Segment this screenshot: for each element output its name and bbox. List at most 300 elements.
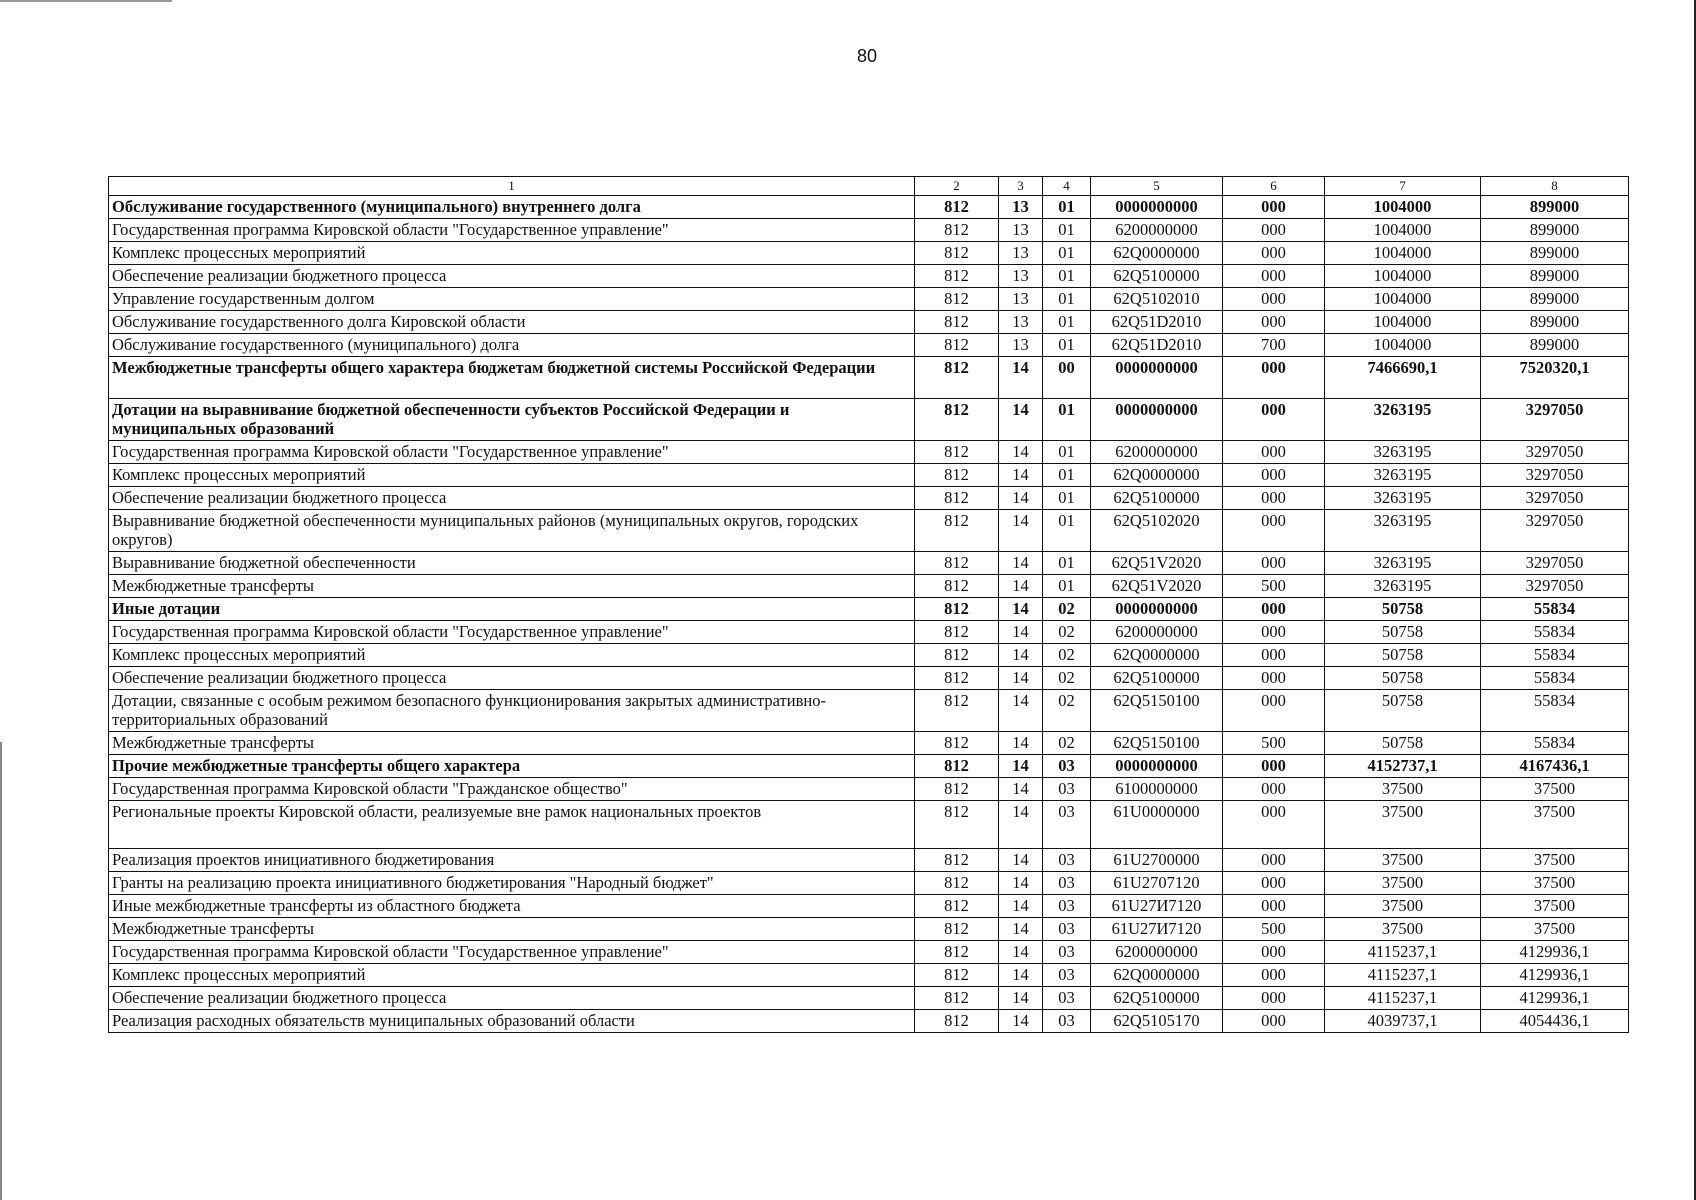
expense-type-cell: 000 [1223,801,1325,849]
admin-code-cell: 812 [915,644,999,667]
subsection-cell: 02 [1043,598,1091,621]
expense-type-cell: 000 [1223,311,1325,334]
amount-year1-cell: 1004000 [1325,265,1481,288]
admin-code-cell: 812 [915,621,999,644]
section-cell: 14 [999,732,1043,755]
target-article-cell: 62Q51V2020 [1091,575,1223,598]
target-article-cell: 62Q0000000 [1091,242,1223,265]
target-article-cell: 0000000000 [1091,598,1223,621]
section-cell: 14 [999,644,1043,667]
expense-type-cell: 000 [1223,755,1325,778]
admin-code-cell: 812 [915,357,999,399]
target-article-cell: 0000000000 [1091,196,1223,219]
admin-code-cell: 812 [915,441,999,464]
row-name-cell: Межбюджетные трансферты [109,918,915,941]
amount-year1-cell: 50758 [1325,621,1481,644]
target-article-cell: 62Q5100000 [1091,987,1223,1010]
table-row [109,265,1629,288]
table-row [109,872,1629,895]
admin-code-cell: 812 [915,552,999,575]
subsection-cell: 03 [1043,964,1091,987]
column-header: 5 [1091,177,1223,196]
row-name-cell: Иные межбюджетные трансферты из областного бюджета [109,895,915,918]
amount-year1-cell: 50758 [1325,690,1481,732]
expense-type-cell: 500 [1223,918,1325,941]
target-article-cell: 62Q5102010 [1091,288,1223,311]
amount-year2-cell: 7520320,1 [1481,357,1629,399]
row-name-cell: Межбюджетные трансферты общего характера бюджетам бюджетной системы Российской Федерации [109,357,915,399]
expense-type-cell: 000 [1223,690,1325,732]
amount-year1-cell: 1004000 [1325,242,1481,265]
admin-code-cell: 812 [915,598,999,621]
target-article-cell: 6200000000 [1091,441,1223,464]
expense-type-cell: 000 [1223,778,1325,801]
table-row [109,644,1629,667]
amount-year2-cell: 37500 [1481,778,1629,801]
row-name-cell: Иные дотации [109,598,915,621]
row-name-cell: Прочие межбюджетные трансферты общего характера [109,755,915,778]
target-article-cell: 0000000000 [1091,357,1223,399]
amount-year1-cell: 37500 [1325,918,1481,941]
admin-code-cell: 812 [915,872,999,895]
subsection-cell: 02 [1043,644,1091,667]
amount-year1-cell: 50758 [1325,732,1481,755]
table-row [109,575,1629,598]
admin-code-cell: 812 [915,801,999,849]
subsection-cell: 02 [1043,690,1091,732]
column-number-header-row [109,177,1629,196]
table-row [109,778,1629,801]
amount-year1-cell: 4115237,1 [1325,964,1481,987]
expense-type-cell: 500 [1223,732,1325,755]
row-name-cell: Реализация проектов инициативного бюджетирования [109,849,915,872]
section-cell: 14 [999,575,1043,598]
target-article-cell: 62Q0000000 [1091,464,1223,487]
amount-year1-cell: 37500 [1325,801,1481,849]
expense-type-cell: 000 [1223,196,1325,219]
amount-year1-cell: 4039737,1 [1325,1010,1481,1033]
target-article-cell: 62Q5100000 [1091,667,1223,690]
expense-type-cell: 000 [1223,399,1325,441]
amount-year2-cell: 3297050 [1481,464,1629,487]
section-cell: 14 [999,778,1043,801]
subsection-cell: 02 [1043,732,1091,755]
subsection-cell: 01 [1043,311,1091,334]
section-cell: 13 [999,219,1043,242]
target-article-cell: 61U0000000 [1091,801,1223,849]
amount-year2-cell: 55834 [1481,732,1629,755]
amount-year2-cell: 37500 [1481,872,1629,895]
table-row [109,357,1629,399]
admin-code-cell: 812 [915,732,999,755]
table-row [109,464,1629,487]
amount-year2-cell: 4129936,1 [1481,987,1629,1010]
table-row [109,196,1629,219]
admin-code-cell: 812 [915,667,999,690]
row-name-cell: Обеспечение реализации бюджетного процесса [109,265,915,288]
expense-type-cell: 000 [1223,510,1325,552]
row-name-cell: Комплекс процессных мероприятий [109,242,915,265]
amount-year1-cell: 37500 [1325,895,1481,918]
section-cell: 14 [999,1010,1043,1033]
expense-type-cell: 000 [1223,621,1325,644]
section-cell: 14 [999,918,1043,941]
section-cell: 14 [999,964,1043,987]
table-row [109,399,1629,441]
subsection-cell: 01 [1043,219,1091,242]
row-name-cell: Межбюджетные трансферты [109,732,915,755]
section-cell: 14 [999,755,1043,778]
amount-year2-cell: 55834 [1481,621,1629,644]
amount-year2-cell: 899000 [1481,196,1629,219]
row-name-cell: Государственная программа Кировской области "Государственное управление" [109,941,915,964]
admin-code-cell: 812 [915,510,999,552]
section-cell: 14 [999,667,1043,690]
row-name-cell: Обслуживание государственного долга Кировской области [109,311,915,334]
admin-code-cell: 812 [915,265,999,288]
amount-year2-cell: 899000 [1481,219,1629,242]
target-article-cell: 62Q5150100 [1091,690,1223,732]
amount-year2-cell: 899000 [1481,288,1629,311]
amount-year1-cell: 3263195 [1325,510,1481,552]
target-article-cell: 6100000000 [1091,778,1223,801]
section-cell: 14 [999,552,1043,575]
expense-type-cell: 000 [1223,265,1325,288]
amount-year1-cell: 50758 [1325,644,1481,667]
amount-year2-cell: 899000 [1481,242,1629,265]
row-name-cell: Обслуживание государственного (муниципального) внутреннего долга [109,196,915,219]
admin-code-cell: 812 [915,288,999,311]
section-cell: 14 [999,441,1043,464]
expense-type-cell: 000 [1223,895,1325,918]
table-row [109,987,1629,1010]
target-article-cell: 62Q5102020 [1091,510,1223,552]
admin-code-cell: 812 [915,196,999,219]
amount-year1-cell: 3263195 [1325,464,1481,487]
scan-artifact-top [0,0,172,2]
amount-year1-cell: 1004000 [1325,288,1481,311]
amount-year2-cell: 4054436,1 [1481,1010,1629,1033]
section-cell: 13 [999,242,1043,265]
table-row [109,849,1629,872]
amount-year2-cell: 55834 [1481,644,1629,667]
column-header: 8 [1481,177,1629,196]
amount-year2-cell: 3297050 [1481,552,1629,575]
row-name-cell: Дотации, связанные с особым режимом безопасного функционирования закрытых административно-территориальных образований [109,690,915,732]
subsection-cell: 03 [1043,849,1091,872]
subsection-cell: 01 [1043,552,1091,575]
target-article-cell: 62Q5100000 [1091,265,1223,288]
subsection-cell: 01 [1043,196,1091,219]
admin-code-cell: 812 [915,755,999,778]
row-name-cell: Государственная программа Кировской области "Государственное управление" [109,219,915,242]
column-header: 6 [1223,177,1325,196]
row-name-cell: Дотации на выравнивание бюджетной обеспеченности субъектов Российской Федерации и муниципальных образований [109,399,915,441]
section-cell: 13 [999,334,1043,357]
section-cell: 14 [999,464,1043,487]
amount-year1-cell: 3263195 [1325,575,1481,598]
table-row [109,242,1629,265]
subsection-cell: 01 [1043,334,1091,357]
table-row [109,598,1629,621]
table-row [109,219,1629,242]
expense-type-cell: 000 [1223,219,1325,242]
section-cell: 14 [999,598,1043,621]
target-article-cell: 62Q5100000 [1091,487,1223,510]
row-name-cell: Государственная программа Кировской области "Государственное управление" [109,441,915,464]
amount-year1-cell: 3263195 [1325,399,1481,441]
target-article-cell: 61U27И7120 [1091,918,1223,941]
target-article-cell: 6200000000 [1091,941,1223,964]
expense-type-cell: 000 [1223,941,1325,964]
amount-year1-cell: 1004000 [1325,334,1481,357]
amount-year2-cell: 55834 [1481,690,1629,732]
amount-year1-cell: 1004000 [1325,311,1481,334]
subsection-cell: 03 [1043,987,1091,1010]
target-article-cell: 0000000000 [1091,755,1223,778]
amount-year2-cell: 899000 [1481,311,1629,334]
table-row [109,288,1629,311]
budget-table [108,176,1629,1033]
amount-year1-cell: 4152737,1 [1325,755,1481,778]
subsection-cell: 02 [1043,621,1091,644]
subsection-cell: 01 [1043,441,1091,464]
expense-type-cell: 000 [1223,644,1325,667]
subsection-cell: 03 [1043,801,1091,849]
expense-type-cell: 000 [1223,964,1325,987]
section-cell: 14 [999,872,1043,895]
expense-type-cell: 000 [1223,667,1325,690]
amount-year2-cell: 3297050 [1481,575,1629,598]
section-cell: 14 [999,690,1043,732]
row-name-cell: Государственная программа Кировской области "Гражданское общество" [109,778,915,801]
amount-year2-cell: 55834 [1481,598,1629,621]
section-cell: 13 [999,288,1043,311]
subsection-cell: 01 [1043,487,1091,510]
amount-year1-cell: 50758 [1325,667,1481,690]
subsection-cell: 02 [1043,667,1091,690]
amount-year1-cell: 1004000 [1325,196,1481,219]
table-row [109,755,1629,778]
amount-year1-cell: 3263195 [1325,552,1481,575]
table-row [109,621,1629,644]
table-row [109,487,1629,510]
section-cell: 13 [999,196,1043,219]
admin-code-cell: 812 [915,311,999,334]
expense-type-cell: 000 [1223,872,1325,895]
subsection-cell: 03 [1043,941,1091,964]
section-cell: 14 [999,895,1043,918]
expense-type-cell: 000 [1223,849,1325,872]
expense-type-cell: 000 [1223,987,1325,1010]
amount-year2-cell: 899000 [1481,334,1629,357]
target-article-cell: 61U27И7120 [1091,895,1223,918]
admin-code-cell: 812 [915,987,999,1010]
expense-type-cell: 000 [1223,357,1325,399]
table-row [109,552,1629,575]
amount-year2-cell: 3297050 [1481,510,1629,552]
admin-code-cell: 812 [915,464,999,487]
subsection-cell: 03 [1043,755,1091,778]
amount-year2-cell: 899000 [1481,265,1629,288]
section-cell: 14 [999,487,1043,510]
table-row [109,801,1629,849]
target-article-cell: 62Q51V2020 [1091,552,1223,575]
admin-code-cell: 812 [915,849,999,872]
target-article-cell: 0000000000 [1091,399,1223,441]
subsection-cell: 01 [1043,464,1091,487]
table-row [109,732,1629,755]
section-cell: 14 [999,399,1043,441]
subsection-cell: 00 [1043,357,1091,399]
admin-code-cell: 812 [915,1010,999,1033]
section-cell: 14 [999,849,1043,872]
subsection-cell: 03 [1043,918,1091,941]
row-name-cell: Обеспечение реализации бюджетного процесса [109,487,915,510]
amount-year1-cell: 50758 [1325,598,1481,621]
table-row [109,334,1629,357]
column-header: 3 [999,177,1043,196]
column-header: 4 [1043,177,1091,196]
amount-year2-cell: 37500 [1481,801,1629,849]
expense-type-cell: 700 [1223,334,1325,357]
row-name-cell: Обеспечение реализации бюджетного процесса [109,667,915,690]
table-row [109,510,1629,552]
row-name-cell: Комплекс процессных мероприятий [109,964,915,987]
admin-code-cell: 812 [915,918,999,941]
subsection-cell: 01 [1043,399,1091,441]
row-name-cell: Обеспечение реализации бюджетного процесса [109,987,915,1010]
amount-year1-cell: 4115237,1 [1325,987,1481,1010]
subsection-cell: 01 [1043,288,1091,311]
amount-year1-cell: 37500 [1325,872,1481,895]
target-article-cell: 62Q51D2010 [1091,311,1223,334]
expense-type-cell: 000 [1223,242,1325,265]
admin-code-cell: 812 [915,895,999,918]
section-cell: 14 [999,801,1043,849]
admin-code-cell: 812 [915,778,999,801]
amount-year1-cell: 7466690,1 [1325,357,1481,399]
amount-year2-cell: 4167436,1 [1481,755,1629,778]
subsection-cell: 03 [1043,895,1091,918]
expense-type-cell: 000 [1223,288,1325,311]
column-header: 7 [1325,177,1481,196]
row-name-cell: Управление государственным долгом [109,288,915,311]
amount-year1-cell: 1004000 [1325,219,1481,242]
row-name-cell: Региональные проекты Кировской области, реализуемые вне рамок национальных проектов [109,801,915,849]
table-row [109,964,1629,987]
section-cell: 13 [999,311,1043,334]
amount-year1-cell: 37500 [1325,778,1481,801]
amount-year2-cell: 3297050 [1481,399,1629,441]
admin-code-cell: 812 [915,334,999,357]
section-cell: 14 [999,941,1043,964]
expense-type-cell: 000 [1223,464,1325,487]
row-name-cell: Комплекс процессных мероприятий [109,464,915,487]
admin-code-cell: 812 [915,575,999,598]
table-row [109,690,1629,732]
expense-type-cell: 000 [1223,487,1325,510]
target-article-cell: 62Q0000000 [1091,964,1223,987]
amount-year1-cell: 3263195 [1325,441,1481,464]
admin-code-cell: 812 [915,487,999,510]
subsection-cell: 01 [1043,265,1091,288]
admin-code-cell: 812 [915,219,999,242]
table-row [109,941,1629,964]
section-cell: 14 [999,510,1043,552]
target-article-cell: 61U2707120 [1091,872,1223,895]
amount-year2-cell: 55834 [1481,667,1629,690]
amount-year2-cell: 3297050 [1481,441,1629,464]
expense-type-cell: 500 [1223,575,1325,598]
table-row [109,918,1629,941]
table-row [109,1010,1629,1033]
section-cell: 14 [999,987,1043,1010]
amount-year1-cell: 3263195 [1325,487,1481,510]
table-row [109,311,1629,334]
subsection-cell: 01 [1043,575,1091,598]
table-row [109,667,1629,690]
page-number: 80 [856,46,878,66]
admin-code-cell: 812 [915,941,999,964]
section-cell: 14 [999,621,1043,644]
row-name-cell: Выравнивание бюджетной обеспеченности муниципальных районов (муниципальных округов, городских округов) [109,510,915,552]
amount-year2-cell: 4129936,1 [1481,941,1629,964]
subsection-cell: 03 [1043,872,1091,895]
subsection-cell: 01 [1043,242,1091,265]
row-name-cell: Реализация расходных обязательств муниципальных образований области [109,1010,915,1033]
expense-type-cell: 000 [1223,552,1325,575]
expense-type-cell: 000 [1223,441,1325,464]
target-article-cell: 6200000000 [1091,621,1223,644]
section-cell: 14 [999,357,1043,399]
admin-code-cell: 812 [915,690,999,732]
admin-code-cell: 812 [915,399,999,441]
amount-year2-cell: 37500 [1481,918,1629,941]
row-name-cell: Межбюджетные трансферты [109,575,915,598]
row-name-cell: Комплекс процессных мероприятий [109,644,915,667]
table-row [109,895,1629,918]
amount-year1-cell: 4115237,1 [1325,941,1481,964]
subsection-cell: 01 [1043,510,1091,552]
admin-code-cell: 812 [915,242,999,265]
target-article-cell: 62Q5150100 [1091,732,1223,755]
section-cell: 13 [999,265,1043,288]
row-name-cell: Государственная программа Кировской области "Государственное управление" [109,621,915,644]
target-article-cell: 6200000000 [1091,219,1223,242]
target-article-cell: 62Q5105170 [1091,1010,1223,1033]
table-row [109,441,1629,464]
target-article-cell: 62Q51D2010 [1091,334,1223,357]
expense-type-cell: 000 [1223,1010,1325,1033]
table-body [109,196,1629,1033]
row-name-cell: Выравнивание бюджетной обеспеченности [109,552,915,575]
amount-year2-cell: 37500 [1481,849,1629,872]
row-name-cell: Обслуживание государственного (муниципального) долга [109,334,915,357]
amount-year2-cell: 4129936,1 [1481,964,1629,987]
column-header: 2 [915,177,999,196]
column-header: 1 [109,177,915,196]
target-article-cell: 62Q0000000 [1091,644,1223,667]
amount-year1-cell: 37500 [1325,849,1481,872]
subsection-cell: 03 [1043,1010,1091,1033]
expense-type-cell: 000 [1223,598,1325,621]
amount-year2-cell: 37500 [1481,895,1629,918]
admin-code-cell: 812 [915,964,999,987]
scan-artifact-left-edge [0,742,2,1200]
amount-year2-cell: 3297050 [1481,487,1629,510]
subsection-cell: 03 [1043,778,1091,801]
